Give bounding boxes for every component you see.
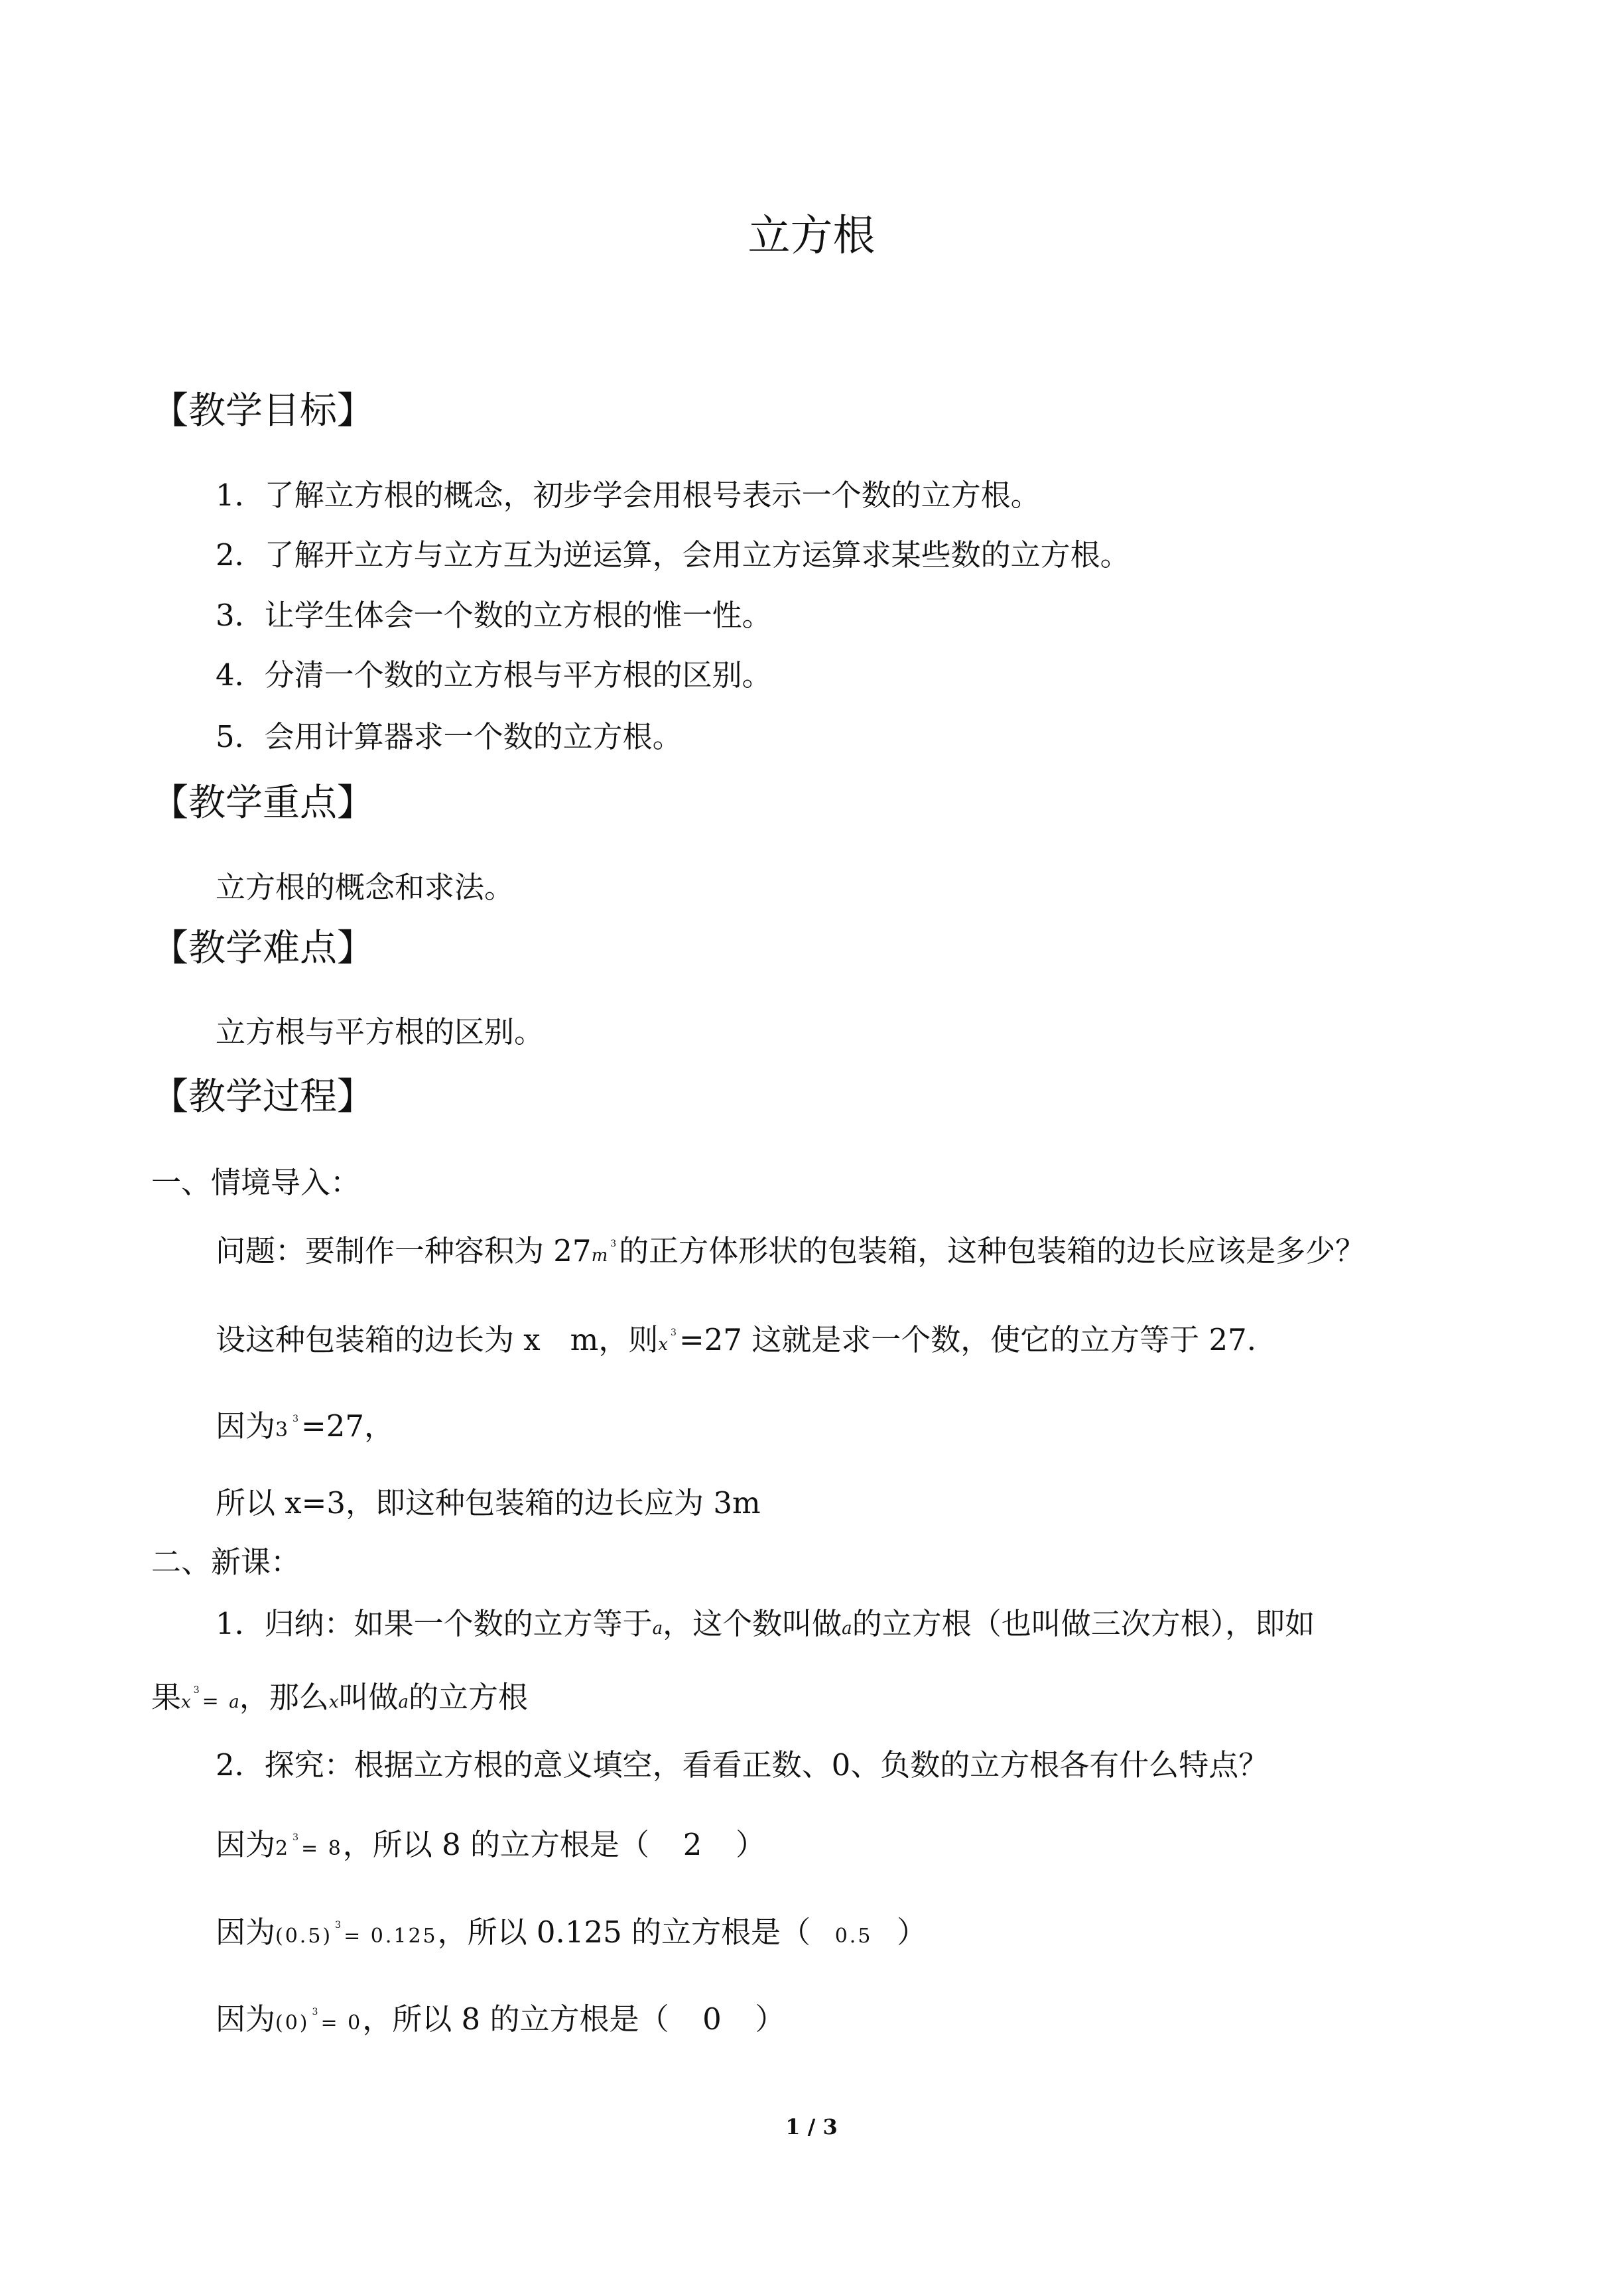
section2-title: 二、新课：: [151, 1544, 301, 1580]
conclusion-line: 所以 x=3，即这种包装箱的边长应为 3m: [216, 1485, 761, 1520]
problem-line: 问题：要制作一种容积为 $27m^3$的正方体形状的包装箱，这种包装箱的边长应该是多少？: [216, 1233, 1366, 1268]
page-title: 立方根: [747, 212, 876, 261]
explore-line: 2．探究：根据立方根的意义填空，看看正数、0、负数的立方根各有什么特点？: [216, 1747, 1269, 1783]
goal-item-4: 4．分清一个数的立方根与平方根的区别。: [216, 657, 772, 693]
example-line-3: 因为(0) $^3$ = 0，所以 8 的立方根是（ 0 ）: [216, 1992, 785, 2043]
induction-line-1: 1．归纳：如果一个数的立方等于a，这个数叫做a的立方根（也叫做三次方根），即如: [216, 1606, 1315, 1641]
goal-item-5: 5．会用计算器求一个数的立方根。: [216, 719, 682, 754]
induction-line-2: 果$x^3 = a$，那么x叫做a的立方根: [151, 1680, 529, 1715]
key-point-text: 立方根的概念和求法。: [216, 870, 515, 905]
example-line-1: 因为2 $^3$ = 8，所以 8 的立方根是（ 2 ）: [216, 1818, 765, 1869]
key-point-heading: 【教学重点】: [151, 781, 374, 825]
answer-blank: 0.5: [834, 1925, 873, 1948]
setup-line: 设这种包装箱的边长为 x m，则$x^3=27$ 这就是求一个数，使它的立方等于 27.: [216, 1322, 1257, 1357]
answer-blank: 2: [682, 1827, 702, 1862]
goals-heading: 【教学目标】: [151, 389, 374, 433]
page-number: 1 / 3: [785, 2114, 838, 2139]
goal-item-1: 1．了解立方根的概念，初步学会用根号表示一个数的立方根。: [216, 478, 1041, 513]
because-line: 因为3 $^3$=27，: [216, 1408, 394, 1444]
difficulty-text: 立方根与平方根的区别。: [216, 1014, 545, 1049]
process-heading: 【教学过程】: [151, 1075, 374, 1118]
example-line-2: 因为(0.5) $^3$ = 0.125，所以 0.125 的立方根是（ 0.5 ）: [216, 1905, 927, 1956]
answer-blank: 0: [702, 2001, 722, 2037]
section1-title: 一、情境导入：: [151, 1165, 361, 1200]
difficulty-heading: 【教学难点】: [151, 927, 374, 970]
goal-item-2: 2．了解开立方与立方互为逆运算，会用立方运算求某些数的立方根。: [216, 537, 1130, 573]
goal-item-3: 3．让学生体会一个数的立方根的惟一性。: [216, 598, 772, 633]
